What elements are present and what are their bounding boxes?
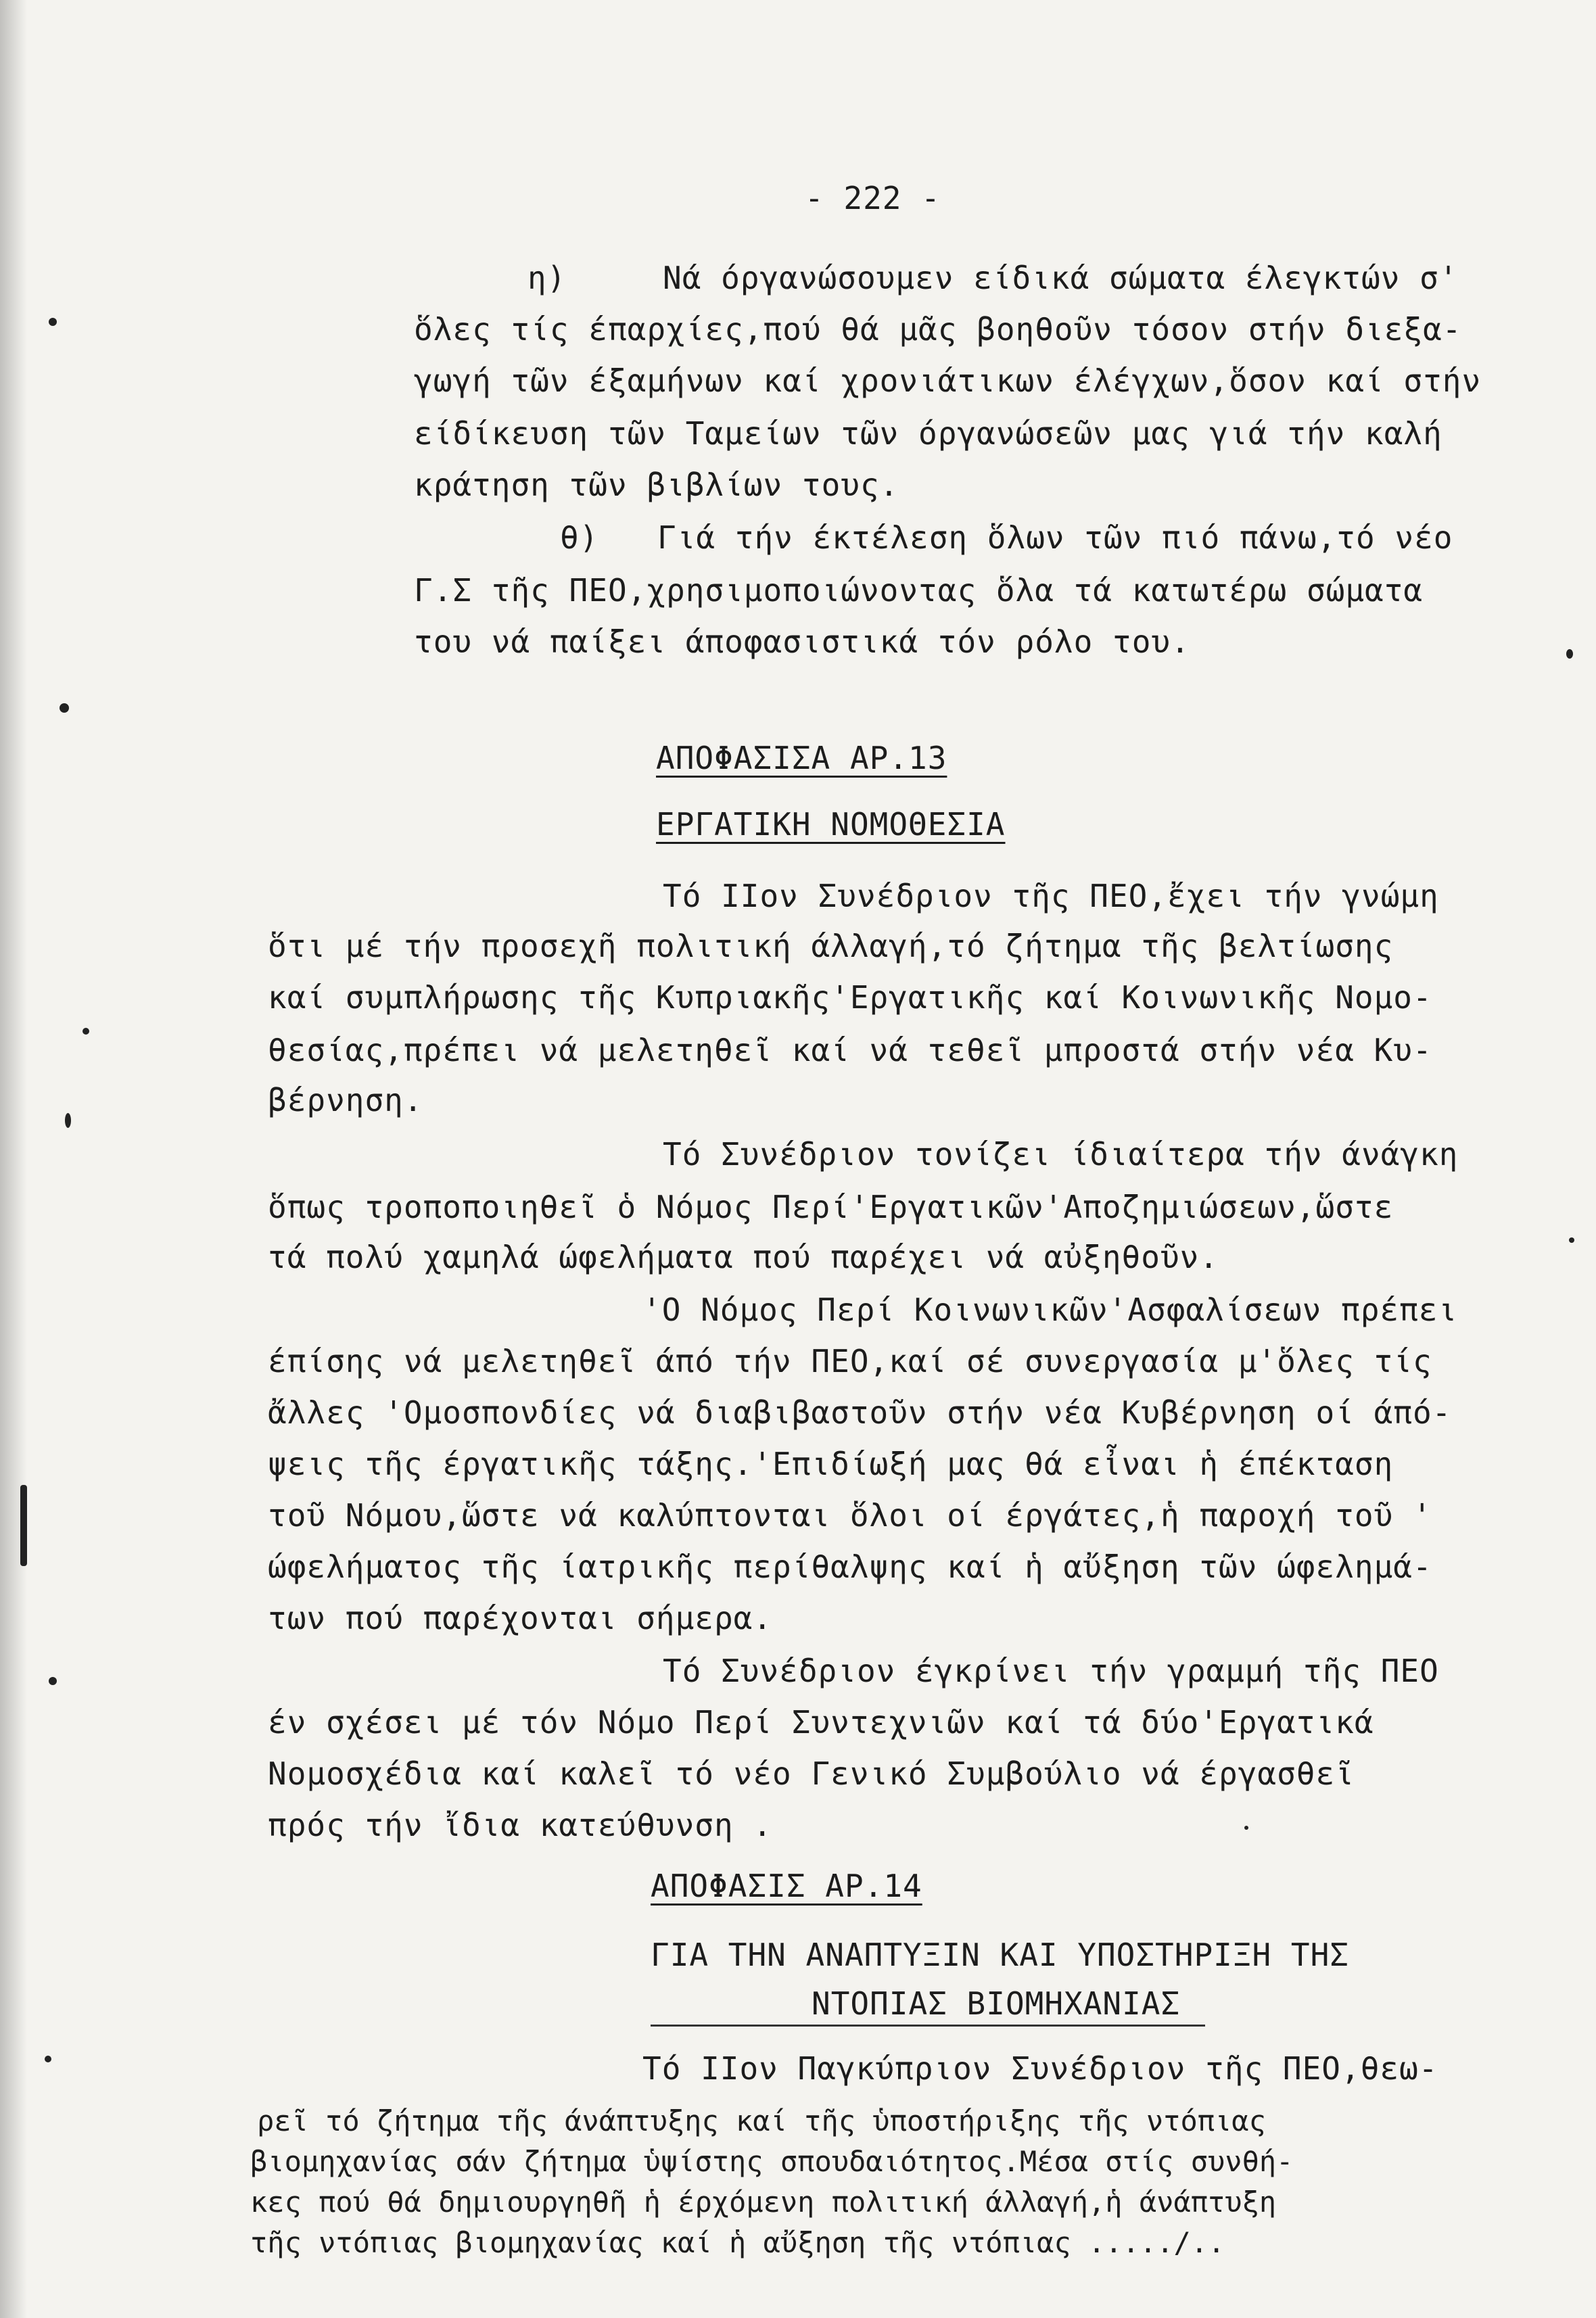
decision-13-line: ὅπως τροποποιηθεῖ ὁ Νόμος Περί'Εργατικῶν'Αποζημιώσεων,ὥστε [268,1189,1394,1225]
decision-14-subheading-line2: ΝΤΟΠΙΑΣ ΒΙΟΜΗΧΑΝΙΑΣ [812,1985,1181,2022]
decision-13-subheading: ΕΡΓΑΤΙΚΗ ΝΟΜΟΘΕΣΙΑ [656,806,1006,843]
paragraph-theta-line: Γ.Σ τῆς ΠΕΟ,χρησιμοποιώνοντας ὅλα τά κατωτέρω σώματα [414,572,1424,609]
decision-14-line: κες πού θά δημιουργηθῆ ἡ έρχόμενη πολιτική άλλαγή,ἡ άνάπτυξη [250,2185,1277,2219]
decision-13-line: καί συμπλήρωσης τῆς Κυπριακῆς'Εργατικῆς καί Κοινωνικῆς Νομο- [268,979,1432,1016]
scan-speck [20,1485,27,1566]
decision-13-line: Τό Συνέδριον τονίζει ίδιαίτερα τήν άνάγκη [663,1136,1459,1173]
decision-13-line: 'Ο Νόμος Περί Κοινωνικῶν'Ασφαλίσεων πρέπει [642,1292,1458,1328]
scan-speck [1569,1237,1574,1243]
paragraph-theta-line: του νά παίξει άποφασιστικά τόν ρόλο του. [414,623,1190,660]
decision-14-subheading-line1: ΓΙΑ ΤΗΝ ΑΝΑΠΤΥΞΙΝ ΚΑΙ ΥΠΟΣΤΗΡΙΞΗ ΤΗΣ [651,1937,1349,1973]
decision-13-line: πρός τήν ἴδια κατεύθυνση . [268,1807,773,1843]
decision-13-line: έπίσης νά μελετηθεῖ άπό τήν ΠΕΟ,καί σέ συνεργασία μ'ὅλες τίς [268,1343,1432,1379]
decision-13-line: Νομοσχέδια καί καλεῖ τό νέο Γενικό Συμβούλιο νά έργασθεῖ [268,1755,1355,1792]
decision-14-subheading-rule [651,2025,1205,2027]
decision-14-line: Τό IIον Παγκύπριον Συνέδριον τῆς ΠΕΟ,θεω- [642,2050,1438,2087]
paragraph-theta-marker: θ) [560,519,599,556]
decision-13-line: βέρνηση. [268,1082,423,1118]
decision-14-line: τῆς ντόπιας βιομηχανίας καί ἡ αὔξηση τῆς ντόπιας ...../.. [250,2226,1225,2259]
paragraph-eta-line: Νά όργανώσουμεν είδικά σώματα έλεγκτών σ' [663,260,1459,296]
decision-13-line: ψεις τῆς έργατικῆς τάξης.'Επιδίωξή μας θά εἶναι ἡ έπέκταση [268,1446,1394,1482]
scan-speck [1566,649,1573,659]
decision-13-line: έν σχέσει μέ τόν Νόμο Περί Συντεχνιῶν καί τά δύο'Εργατικά [268,1704,1374,1741]
decision-13-line: των πού παρέχονται σήμερα. [268,1600,773,1636]
decision-13-line: θεσίας,πρέπει νά μελετηθεῖ καί νά τεθεῖ μπροστά στήν νέα Κυ- [268,1032,1432,1068]
scan-edge-shadow [0,0,27,2318]
decision-13-line: ἄλλες 'Ομοσπονδίες νά διαβιβαστοῦν στήν νέα Κυβέρνηση οί άπό- [268,1394,1452,1431]
decision-14-line: βιομηχανίας σάν ζήτημα ὑψίστης σπουδαιότητος.Μέσα στίς συνθή- [250,2145,1294,2178]
scan-speck [1244,1826,1248,1830]
decision-13-line: Τό IIον Συνέδριον τῆς ΠΕΟ,ἔχει τήν γνώμη [663,878,1439,914]
paragraph-theta-line: Γιά τήν έκτέλεση ὅλων τῶν πιό πάνω,τό νέο [657,519,1453,556]
decision-13-line: τά πολύ χαμηλά ώφελήματα πού παρέχει νά αὐξηθοῦν. [268,1239,1219,1275]
decision-14-line: ρεῖ τό ζήτημα τῆς άνάπτυξης καί τῆς ὑποστήριξης τῆς ντόπιας [257,2104,1266,2137]
paragraph-eta-line: είδίκευση τῶν Ταμείων τῶν όργανώσεῶν μας γιά τήν καλή [414,415,1442,452]
decision-13-line: Τό Συνέδριον έγκρίνει τήν γραμμή τῆς ΠΕΟ [663,1653,1439,1689]
scan-speck [65,1113,71,1128]
paragraph-eta-marker: η) [527,260,567,296]
decision-13-line: ὅτι μέ τήν προσεχῆ πολιτική άλλαγή,τό ζήτημα τῆς βελτίωσης [268,928,1394,964]
scan-speck [45,2056,51,2062]
decision-13-heading: ΑΠΟΦΑΣΙΣΑ ΑΡ.13 [656,740,947,776]
page-number: - 222 - [805,180,941,216]
scan-speck [49,1677,57,1685]
scan-speck [49,318,57,326]
decision-13-line: ώφελήματος τῆς ίατρικῆς περίθαλψης καί ἡ αὔξηση τῶν ώφελημά- [268,1548,1432,1585]
paragraph-eta-line: γωγή τῶν έξαμήνων καί χρονιάτικων έλέγχων,ὅσον καί στήν [414,362,1482,399]
scan-speck [60,703,69,713]
scan-speck [83,1028,89,1035]
decision-13-line: τοῦ Νόμου,ὥστε νά καλύπτονται ὅλοι οί έργάτες,ἡ παροχή τοῦ ' [268,1497,1432,1534]
paragraph-eta-line: κράτηση τῶν βιβλίων τους. [414,467,899,503]
decision-14-heading: ΑΠΟΦΑΣΙΣ ΑΡ.14 [651,1868,922,1904]
paragraph-eta-line: ὅλες τίς έπαρχίες,πού θά μᾶς βοηθοῦν τόσον στήν διεξα- [414,311,1462,348]
